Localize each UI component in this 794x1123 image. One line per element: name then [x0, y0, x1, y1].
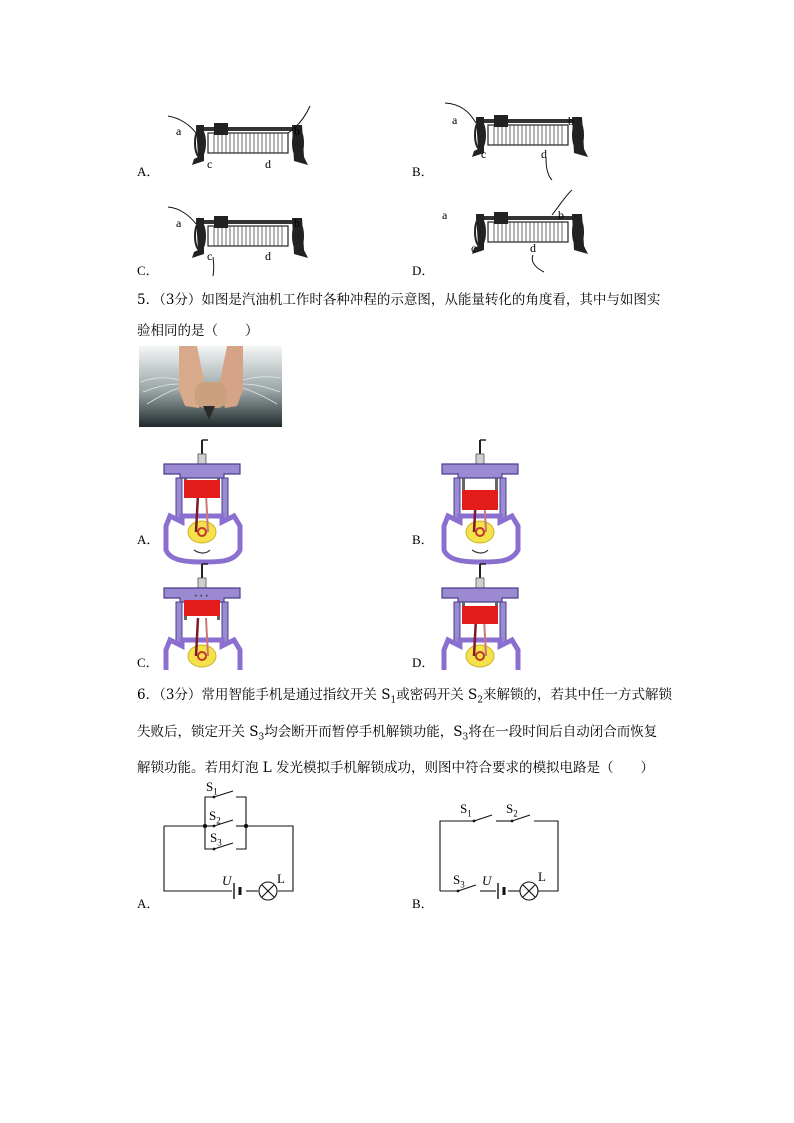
option-a-label[interactable]: A．: [137, 164, 160, 179]
voltage-u-label: U: [222, 873, 232, 888]
rheostat-figures: [0, 0, 794, 290]
option-b-label[interactable]: B．: [412, 164, 434, 179]
svg-text:• • •: • • •: [194, 593, 209, 600]
option-b-label[interactable]: B．: [412, 532, 434, 547]
terminal-d: d: [530, 241, 536, 255]
terminal-c: c: [471, 241, 477, 255]
terminal-b: b: [568, 114, 574, 128]
question-5-line2: 验相同的是（ ）: [137, 323, 259, 339]
question-6: [137, 680, 682, 784]
terminal-c: c: [207, 249, 213, 263]
question-5: [137, 285, 682, 347]
terminal-d: d: [265, 249, 271, 263]
terminal-a: a: [176, 216, 182, 230]
wire-a-left: [168, 116, 196, 133]
option-c-label[interactable]: C．: [137, 655, 159, 670]
lamp-l-label: L: [538, 869, 546, 884]
switch-s3-label: $S_3$: [453, 872, 465, 890]
question-5-line1: 5．（3分）如图是汽油机工作时各种冲程的示意图，从能量转化的角度看，其中与如图实: [137, 292, 661, 308]
lamp-l-label: L: [277, 871, 285, 886]
terminal-a: a: [176, 124, 182, 138]
switch-s3-label: $S_3$: [210, 830, 222, 848]
terminal-c: c: [481, 147, 487, 161]
question-6-line3: 解锁功能。若用灯泡 L 发光模拟手机解锁成功，则图中符合要求的模拟电路是（ ）: [137, 760, 655, 777]
experiment-photo: [139, 346, 282, 427]
switch-s1-label: $S_1$: [206, 779, 218, 797]
terminal-b: b: [558, 208, 564, 222]
terminal-d: d: [541, 147, 547, 161]
question-6-line1: 6．（3分）常用智能手机是通过指纹开关 $S_1$或密码开关 $S_2$来解锁的，若其中任一方式解锁: [137, 687, 672, 706]
terminal-b: b: [294, 124, 300, 138]
switch-s2-label: $S_2$: [506, 801, 518, 819]
switch-s2-label: $S_2$: [209, 808, 221, 826]
engine-figures: [0, 430, 794, 670]
option-a-label[interactable]: A．: [137, 896, 160, 911]
question-6-line2: 失败后，锁定开关 $S_3$均会断开而暂停手机解锁功能，$S_3$将在一段时间后自动闭合而恢复: [137, 723, 658, 743]
option-a-label[interactable]: A．: [137, 532, 160, 547]
option-c-label[interactable]: C．: [137, 263, 159, 278]
terminal-d: d: [265, 157, 271, 171]
option-d-label[interactable]: D．: [412, 263, 435, 278]
terminal-a: a: [442, 208, 448, 222]
option-d-label[interactable]: D．: [412, 655, 435, 670]
voltage-u-label: U: [482, 873, 492, 888]
option-b-label[interactable]: B．: [412, 896, 434, 911]
circuit-figures: [0, 770, 794, 920]
terminal-b: b: [294, 216, 300, 230]
terminal-c: c: [207, 157, 213, 171]
terminal-a: a: [452, 113, 458, 127]
switch-s1-label: $S_1$: [460, 801, 472, 819]
